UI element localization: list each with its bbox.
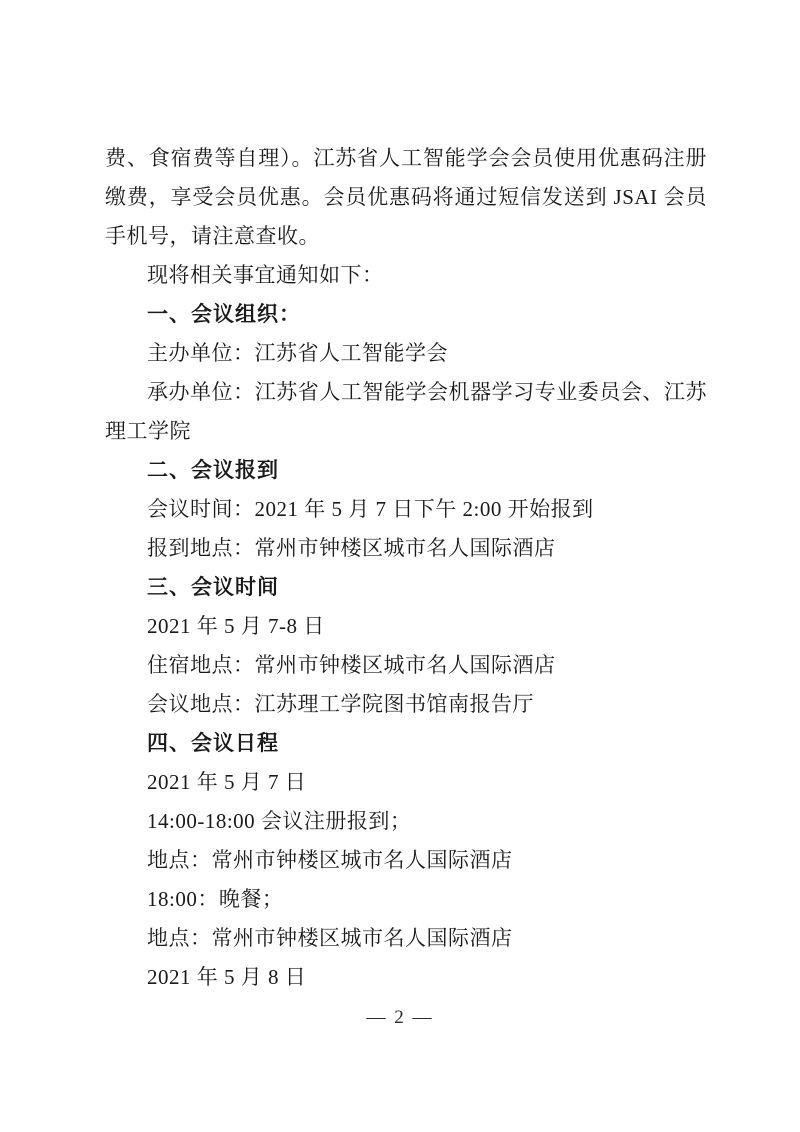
paragraph-intro: 现将相关事宜通知如下： [147,263,384,287]
section-heading-4: 四、会议日程 [147,732,279,755]
line-meeting-place: 会议地点：江苏理工学院图书馆南报告厅 [147,692,534,716]
page-number: — 2 — [366,1007,434,1028]
line-accommodation-place: 住宿地点：常州市钟楼区城市名人国际酒店 [147,653,556,677]
page-footer [0,1002,800,1034]
paragraph-continuation: 费、食宿费等自理）。江苏省人工智能学会会员使用优惠码注册缴费，享受会员优惠。会员优惠码将通过短信发送到 JSAI 会员手机号，请注意查收。 [105,146,707,248]
line-agenda-place-2: 地点：常州市钟楼区城市名人国际酒店 [147,926,513,950]
line-agenda-registration: 14:00-18:00 会议注册报到； [147,809,412,833]
line-organizer: 主办单位：江苏省人工智能学会 [147,341,448,365]
line-agenda-date-2: 2021 年 5 月 8 日 [147,965,307,989]
line-co-organizer: 承办单位：江苏省人工智能学会机器学习专业委员会、江苏理工学院 [105,380,707,443]
section-heading-3: 三、会议时间 [147,576,279,599]
line-agenda-place-1: 地点：常州市钟楼区城市名人国际酒店 [147,848,513,872]
section-heading-2: 二、会议报到 [147,459,279,482]
line-agenda-date-1: 2021 年 5 月 7 日 [147,770,307,794]
line-agenda-dinner: 18:00：晚餐； [147,887,284,911]
section-heading-1: 一、会议组织： [147,303,301,326]
line-registration-place: 报到地点：常州市钟楼区城市名人国际酒店 [147,536,556,560]
document-body [105,139,707,997]
line-meeting-dates: 2021 年 5 月 7-8 日 [147,614,325,638]
line-registration-time: 会议时间：2021 年 5 月 7 日下午 2:00 开始报到 [147,497,594,521]
